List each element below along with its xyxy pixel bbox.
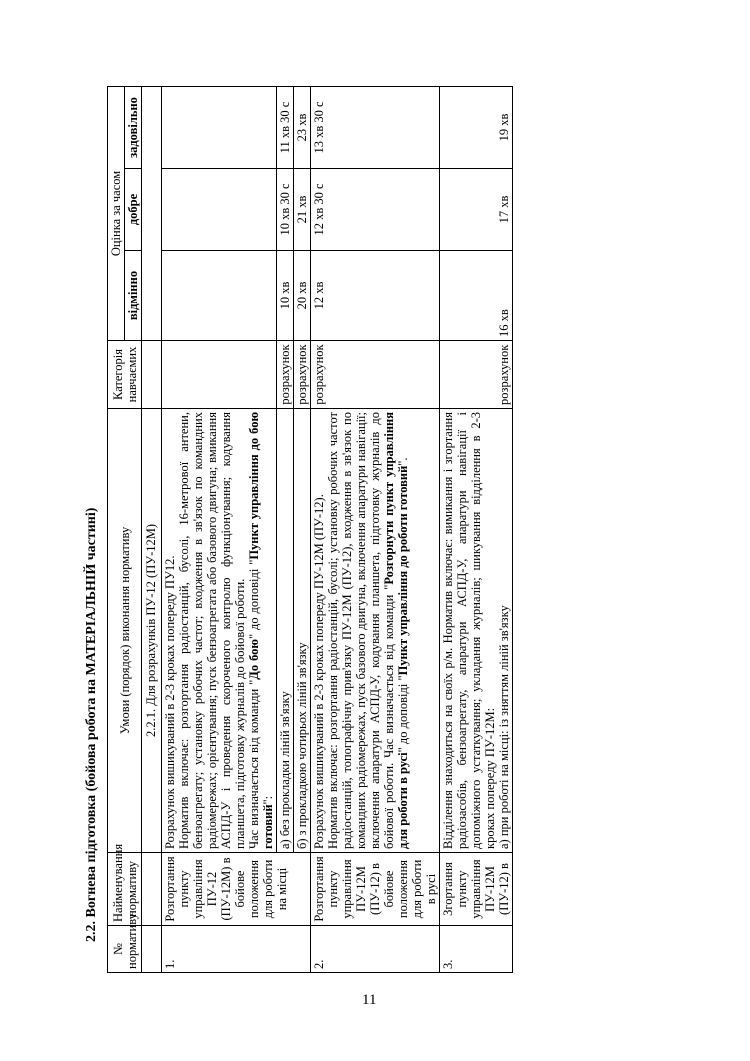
- header-num: № нормативу: [108, 926, 142, 973]
- row-good: 17 хв: [440, 169, 513, 251]
- cond-line: Розрахунок вишикуваний в 2-3 кроках попереду ПУ12.: [163, 555, 177, 849]
- header-name: Найменування нормативу: [108, 853, 142, 926]
- cond-line: Розрахунок вишикуваний в 2-3 кроках попереду ПУ-12М (ПУ-12).: [312, 494, 326, 849]
- cond-text: " до доповіді ": [247, 559, 261, 640]
- row-category: [162, 341, 277, 409]
- report-text: Пункт управління до бою готовий: [247, 412, 275, 849]
- sub-b-category: розрахунок: [294, 341, 311, 409]
- command-text: Розгорнути пункт управління для роботи в русі: [382, 412, 410, 849]
- cond-text: ".: [396, 457, 410, 466]
- row-good: 12 хв 30 с: [311, 169, 440, 251]
- row-conditions: [311, 409, 440, 853]
- table-row: [440, 86, 513, 972]
- row-num: 1.: [162, 926, 311, 973]
- cond-line: Норматив включає: розгортання радіостанцій, бусолі, 16-метрової антени, бензоагрегату; установку робочих частот; входження в зв'язок по командних радіомережах; орієнтування; пуск бензоагрегата або базового двигуна; вмикання АСПД-У і проведення скороченого контролю функціонування; кодування планшета, підготовку журналів до бойової роботи.: [177, 412, 247, 849]
- sub-b-good: 21 хв: [294, 169, 311, 251]
- norms-table: [107, 86, 513, 973]
- header-satisfactory: задовільно: [125, 86, 142, 168]
- header-good: добре: [125, 169, 142, 251]
- row-satisfactory: 19 хв: [440, 86, 513, 168]
- cond-text: Норматив включає: розгортання радіостанцій, бусолі; установку робочих частот радіостанцій, топографічну прив'язку ПУ-12М (ПУ-12), входження в зв'язок по командних радіомережах, пуск базового двигуна, включення апаратури навігації; включення апаратури АСПД-У, кодування планшета, підготовку журналів до бойової роботи. Час визначається від команди ": [326, 412, 396, 849]
- row-conditions: [440, 409, 513, 853]
- header-category: Категорія навчаємих: [108, 341, 142, 409]
- cond-text: ":: [261, 795, 275, 805]
- report-text: Пункт управління до роботи готовий: [396, 465, 410, 676]
- sub-a-satisfactory: 11 хв 30 с: [277, 86, 294, 168]
- header-row: [108, 86, 125, 972]
- sub-b-excellent: 20 хв: [294, 251, 311, 341]
- row-excellent: [162, 251, 277, 341]
- table-subrow: [294, 86, 311, 972]
- row-category: розрахунок: [440, 341, 513, 409]
- header-excellent: відмінно: [125, 251, 142, 341]
- row-excellent: 12 хв: [311, 251, 440, 341]
- section-row: [142, 86, 162, 972]
- section-heading: 2.2. Вогнева підготовка (бойова робота на МАТЕРІАЛЬНІЙ частині): [84, 507, 99, 942]
- table-subrow: [277, 86, 294, 972]
- row-num: 2.: [311, 926, 440, 973]
- table-row: [311, 86, 440, 972]
- row-conditions: [162, 409, 277, 853]
- row-name: Згортання пункту управління ПУ-12М (ПУ-12) в: [440, 853, 513, 926]
- row-excellent: 16 хв: [440, 251, 513, 341]
- cond-line: [247, 412, 275, 849]
- row-num: 3.: [440, 926, 513, 973]
- row-satisfactory: 13 хв 30 с: [311, 86, 440, 168]
- page-number: 11: [362, 992, 377, 1008]
- sub-a-excellent: 10 хв: [277, 251, 294, 341]
- cond-line: [326, 412, 410, 849]
- row-category: розрахунок: [311, 341, 440, 409]
- row-name: Розгортання пункту управління ПУ-12 (ПУ-12М) в бойове положення для роботи на місці: [162, 853, 311, 926]
- command-text: До бою: [247, 639, 261, 680]
- sub-b-label: б) з прокладкою чотирьох ліній зв'язку: [294, 409, 311, 853]
- cond-text: " до доповіді ": [396, 675, 410, 753]
- row-satisfactory: [162, 86, 277, 168]
- row-good: [162, 169, 277, 251]
- table-row: [162, 86, 277, 972]
- section-title: 2.2.1. Для розрахунків ПУ-12 (ПУ-12М): [142, 409, 162, 853]
- cond-line: Відділення знаходиться на своїх р/м. Норматив включає: вимикання і згортання радіозасобів, бензоагрегату, апаратури АСПД-У, апаратури навігації і допоміжного устаткування; укладання журналів; шикування відділення в 2-3 кроках попереду ПУ-12М:: [441, 412, 497, 849]
- sub-a-category: розрахунок: [277, 341, 294, 409]
- sub-a-label: а) без прокладки ліній зв'язку: [277, 409, 294, 853]
- cond-text: Час визначається від команди ": [247, 679, 261, 849]
- cond-line: а) при роботі на місці: із зняттям ліній зв'язку: [497, 605, 511, 849]
- header-conditions: Умови (порядок) виконання нормативу: [108, 409, 142, 853]
- sub-a-good: 10 хв 30 с: [277, 169, 294, 251]
- header-grade-group: Оцінка за часом: [108, 86, 125, 340]
- sub-b-satisfactory: 23 хв: [294, 86, 311, 168]
- row-name: Розгортання пункту управління ПУ-12М (ПУ-12) в бойове положення для роботи в русі: [311, 853, 440, 926]
